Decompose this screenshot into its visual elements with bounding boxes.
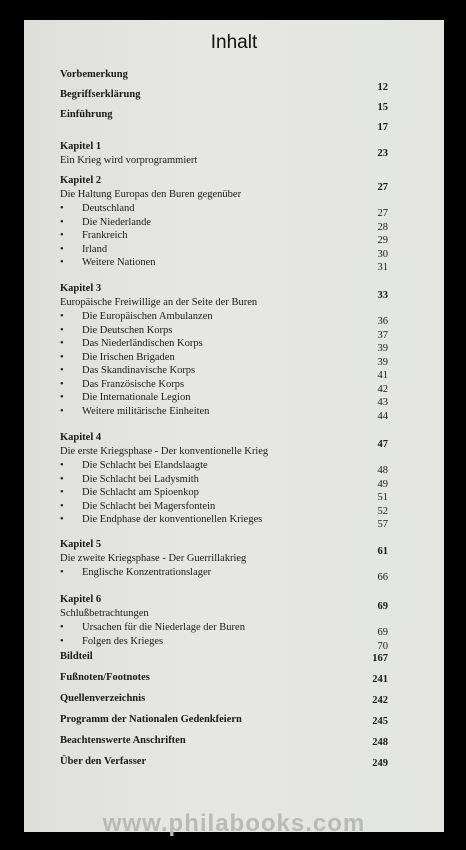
chapter-heading (60, 593, 388, 612)
chapter-subtitle (60, 154, 388, 168)
bullet-icon: • (60, 405, 64, 417)
item-page: 42 (377, 383, 388, 395)
chapter-heading (60, 431, 388, 450)
chapter-item (60, 337, 388, 354)
chapter-item (60, 324, 388, 341)
chapter-item (60, 256, 388, 273)
back-entry (60, 650, 388, 664)
entry-label: Fußnoten/Footnotes (60, 672, 150, 683)
chapter-page: 27 (377, 182, 388, 193)
item-label: Die Endphase der konventionellen Krieges (82, 514, 263, 525)
bullet-icon: • (60, 514, 64, 525)
item-label: Das Skandinavische Korps (82, 365, 196, 376)
item-label: Das Französische Korps (82, 378, 185, 390)
item-page: 39 (377, 356, 388, 368)
item-label: Die Deutschen Korps (82, 324, 173, 336)
bullet-icon: • (60, 257, 64, 268)
chapter-item (60, 310, 388, 327)
chapter-heading (60, 140, 388, 159)
item-page: 27 (377, 208, 388, 219)
entry-label: Beachtenswerte Anschriften (60, 735, 186, 746)
chapter-heading (60, 538, 388, 557)
chapter-item (60, 364, 388, 381)
item-page: 44 (377, 410, 388, 422)
chapter-item (60, 566, 388, 583)
entry-page: 241 (372, 674, 388, 685)
entry-label: Einführung (60, 109, 113, 120)
bullet-icon: • (60, 243, 64, 255)
entry-page: 249 (372, 758, 388, 769)
entry-page: 12 (377, 82, 388, 93)
item-page: 31 (377, 262, 388, 273)
front-entry (60, 88, 388, 113)
chapter-subtitle-text: Die zweite Kriegsphase - Der Guerrillakrieg (60, 553, 247, 564)
bullet-icon: • (60, 500, 64, 512)
item-page: 30 (377, 248, 388, 260)
bullet-icon: • (60, 567, 64, 578)
item-label: Die Internationale Legion (82, 392, 191, 403)
back-entry (60, 755, 388, 769)
chapter-item (60, 459, 388, 476)
bullet-icon: • (60, 487, 64, 498)
item-label: Die Europäischen Ambulanzen (82, 311, 213, 322)
entry-label: Programm der Nationalen Gedenkfeiern (60, 714, 242, 725)
chapter-subtitle-text: Ein Krieg wird vorprogrammiert (60, 155, 198, 166)
chapter-item (60, 351, 388, 368)
chapter-item (60, 621, 388, 638)
item-label: Das Niederländischen Korps (82, 338, 203, 349)
item-page: 36 (377, 316, 388, 327)
entry-page: 248 (372, 737, 388, 748)
chapter-page: 61 (377, 546, 388, 557)
entry-page: 167 (372, 653, 388, 664)
chapter-label: Kapitel 2 (60, 175, 102, 186)
chapter-item (60, 405, 388, 422)
item-label: Frankreich (82, 230, 128, 241)
entry-label: Begriffserklärung (60, 89, 141, 100)
bullet-icon: • (60, 392, 64, 403)
chapter-page: 69 (377, 601, 388, 612)
chapter-label: Kapitel 1 (60, 141, 102, 152)
item-label: Weitere militärische Einheiten (82, 405, 210, 417)
watermark: www.philabooks.com (102, 810, 366, 837)
chapter-heading (60, 282, 388, 301)
item-page: 29 (377, 235, 388, 246)
chapter-item (60, 635, 388, 652)
item-label: Ursachen für die Niederlage der Buren (82, 622, 245, 633)
bullet-icon: • (60, 622, 64, 633)
chapter-label: Kapitel 6 (60, 594, 102, 605)
item-page: 57 (377, 519, 388, 530)
item-page: 48 (377, 465, 388, 476)
bullet-icon: • (60, 311, 64, 322)
chapter-item (60, 513, 388, 530)
chapter-subtitle-text: Europäische Freiwillige an der Seite der Buren (60, 297, 258, 308)
chapter-heading (60, 174, 388, 193)
entry-page: 245 (372, 716, 388, 727)
item-page: 41 (377, 370, 388, 381)
item-label: Die Schlacht bei Ladysmith (82, 473, 199, 485)
back-entry (60, 713, 388, 727)
book-page (24, 20, 444, 837)
back-entry (60, 734, 388, 748)
item-page: 66 (377, 572, 388, 583)
item-page: 70 (377, 640, 388, 652)
chapter-subtitle (60, 607, 388, 621)
item-label: Deutschland (82, 203, 135, 214)
entry-label: Vorbemerkung (60, 69, 128, 80)
bullet-icon: • (60, 230, 64, 241)
chapter-page: 33 (377, 290, 388, 301)
chapter-item (60, 378, 388, 395)
item-label: Die Schlacht bei Elandslaagte (82, 460, 208, 471)
item-label: Englische Konzentrationslager (82, 567, 212, 578)
front-entry (60, 68, 388, 93)
chapter-label: Kapitel 5 (60, 539, 102, 550)
chapter-item (60, 216, 388, 233)
chapter-subtitle-text: Die Haltung Europas den Buren gegenüber (60, 189, 242, 200)
entry-label: Bildteil (60, 651, 93, 662)
bullet-icon: • (60, 378, 64, 390)
item-label: Die Irischen Brigaden (82, 351, 175, 363)
item-label: Weitere Nationen (82, 257, 156, 268)
chapter-item (60, 486, 388, 503)
item-label: Die Schlacht bei Magersfontein (82, 500, 216, 512)
chapter-subtitle (60, 552, 388, 566)
entry-page: 15 (377, 102, 388, 113)
bullet-icon: • (60, 635, 64, 647)
item-label: Irland (82, 243, 108, 255)
chapter-item (60, 243, 388, 260)
item-page: 69 (377, 627, 388, 638)
back-entry (60, 671, 388, 685)
bullet-icon: • (60, 473, 64, 485)
chapter-page: 23 (377, 148, 388, 159)
bullet-icon: • (60, 365, 64, 376)
chapter-item (60, 229, 388, 246)
entry-page: 242 (372, 695, 388, 706)
item-label: Folgen des Krieges (82, 635, 164, 647)
bullet-icon: • (60, 351, 64, 363)
chapter-subtitle (60, 445, 388, 459)
item-page: 28 (377, 221, 388, 233)
entry-label: Über den Verfasser (60, 756, 147, 767)
chapter-subtitle (60, 188, 388, 202)
chapter-label: Kapitel 3 (60, 283, 102, 294)
page-title: Inhalt (210, 32, 258, 53)
chapter-item (60, 202, 388, 219)
item-label: Die Niederlande (82, 216, 152, 228)
item-label: Die Schlacht am Spioenkop (82, 487, 199, 498)
bullet-icon: • (60, 216, 64, 228)
front-entry (60, 108, 388, 133)
bullet-icon: • (60, 338, 64, 349)
item-page: 39 (377, 343, 388, 354)
item-page: 51 (377, 492, 388, 503)
entry-page: 17 (377, 122, 388, 133)
bullet-icon: • (60, 203, 64, 214)
chapter-page: 47 (377, 439, 388, 450)
chapter-label: Kapitel 4 (60, 432, 102, 443)
chapter-item (60, 391, 388, 408)
item-page: 49 (377, 478, 388, 490)
chapter-item (60, 473, 388, 490)
back-entry (60, 692, 388, 706)
chapter-subtitle-text: Die erste Kriegsphase - Der konventionelle Krieg (60, 446, 269, 457)
bullet-icon: • (60, 324, 64, 336)
entry-label: Quellenverzeichnis (60, 693, 146, 704)
item-page: 37 (377, 329, 388, 341)
chapter-subtitle (60, 296, 388, 310)
chapter-item (60, 500, 388, 517)
item-page: 43 (377, 397, 388, 408)
bullet-icon: • (60, 460, 64, 471)
item-page: 52 (377, 505, 388, 517)
chapter-subtitle-text: Schlußbetrachtungen (60, 608, 149, 619)
